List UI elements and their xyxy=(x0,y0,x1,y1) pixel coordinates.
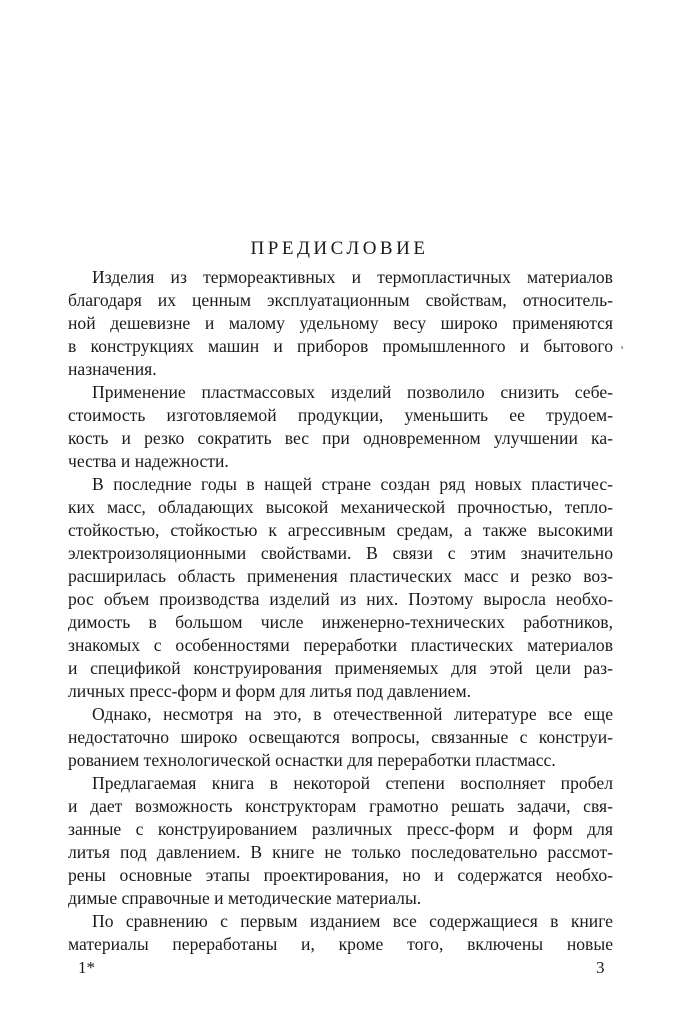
text-line: расширилась область применения пластических масс и резко воз- xyxy=(68,566,613,586)
text-line: и дает возможность конструкторам грамотно решать задачи, свя- xyxy=(68,796,613,816)
text-line: По сравнению с первым изданием все содержащиеся в книге xyxy=(92,911,613,931)
text-line: Предлагаемая книга в некоторой степени восполняет пробел xyxy=(92,773,613,793)
signature-mark: 1* xyxy=(78,958,95,977)
text-line: личных пресс-форм и форм для литья под давлением. xyxy=(68,681,472,701)
text-line: в конструкциях машин и приборов промышленного и бытового xyxy=(68,336,613,356)
text-line: Применение пластмассовых изделий позволило снизить себе- xyxy=(92,382,613,402)
stray-mark: ' xyxy=(621,343,624,357)
text-line: назначения. xyxy=(68,359,157,379)
text-line: материалы переработаны и, кроме того, включены новые xyxy=(68,934,613,954)
text-line: рос объем производства изделий из них. Поэтому выросла необхо- xyxy=(68,589,613,609)
text-line: недостаточно широко освещаются вопросы, связанные с конструи- xyxy=(68,727,613,747)
text-line: кость и резко сократить вес при одновременном улучшении ка- xyxy=(68,428,613,448)
text-line: и спецификой конструирования применяемых для этой цели раз- xyxy=(68,658,613,678)
text-line: знакомых с особенностями переработки пластических материалов xyxy=(68,635,613,655)
text-line: чества и надежности. xyxy=(68,451,229,471)
text-line: рены основные этапы проектирования, но и содержатся необхо- xyxy=(68,865,613,885)
page-number: 3 xyxy=(596,958,605,977)
page-title: ПРЕДИСЛОВИЕ xyxy=(250,238,429,259)
text-line: ной дешевизне и малому удельному весу широко применяются xyxy=(68,313,613,333)
text-line: В последние годы в нащей стране создан ряд новых пластичес- xyxy=(92,474,613,494)
text-line: занные с конструированием различных пресс-форм и форм для xyxy=(68,819,613,839)
text-line: стойкостью, стойкостью к агрессивным средам, а также высокими xyxy=(68,520,613,540)
text-line: димые справочные и методические материалы. xyxy=(68,888,422,908)
text-line: Однако, несмотря на это, в отечественной литературе все еще xyxy=(92,704,613,724)
text-line: димость в большом числе инженерно-технических работников, xyxy=(68,612,613,632)
text-line: рованием технологической оснастки для переработки пластмасс. xyxy=(68,750,556,770)
text-line: благодаря их ценным эксплуатационным свойствам, относитель- xyxy=(68,290,613,310)
text-line: ких масс, обладающих высокой механической прочностью, тепло- xyxy=(68,497,613,517)
text-line: стоимость изготовляемой продукции, уменьшить ее трудоем- xyxy=(68,405,613,425)
text-line: электроизоляционными свойствами. В связи с этим значительно xyxy=(68,543,613,563)
text-line: литья под давлением. В книге не только последовательно рассмот- xyxy=(68,842,613,862)
text-line: Изделия из термореактивных и термопластичных материалов xyxy=(92,267,613,287)
